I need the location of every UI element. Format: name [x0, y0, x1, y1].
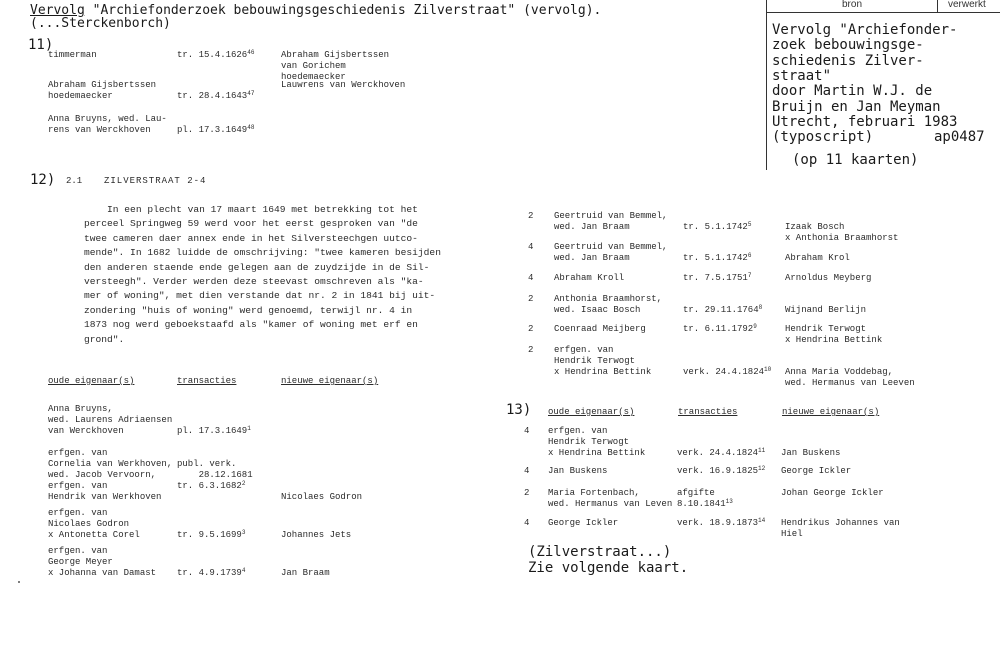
transaction: tr. 15.4.1626$^{46}$	[177, 49, 255, 60]
owner-old: erfgen. van Hendrik Terwogt x Hendrina Bettink	[554, 345, 652, 377]
transaction: tr. 6.11.1792$^9$	[683, 323, 757, 334]
house-number: 4	[524, 518, 530, 528]
transaction: publ. verk. 28.12.1681 tr. 6.3.1682$^2$	[177, 459, 253, 491]
title-prefix: Vervolg	[30, 3, 85, 18]
footnote-ref: 48	[247, 124, 255, 131]
transaction: verk. 24.4.1824$^{10}$	[683, 366, 772, 377]
footnote-ref: 5	[747, 221, 752, 228]
section-12-sub: 2.1	[66, 176, 83, 186]
owner-old: Maria Fortenbach, wed. Hermanus van Leven	[548, 488, 673, 509]
section-12-paragraph	[84, 203, 441, 347]
section-13-number: 13)	[506, 402, 532, 418]
owner-new: Wijnand Berlijn	[785, 305, 867, 315]
owner-new: Johannes Jets	[281, 530, 352, 540]
footnote-ref: 47	[247, 90, 255, 97]
transaction: tr. 5.1.1742$^6$	[683, 252, 752, 263]
paragraph-line: mende". In 1682 luidde de omschrijving: "twee kameren besijden	[84, 247, 441, 259]
owner-old: Coenraad Meijberg	[554, 324, 646, 334]
footnote-ref: 2	[241, 480, 246, 487]
footnote-ref: 6	[747, 252, 752, 259]
owner-old: Anna Bruyns, wed. Laurens Adriaensen van Werckhoven	[48, 404, 173, 436]
card-code: ap0487	[934, 129, 985, 145]
section-12-street: ZILVERSTRAAT 2-4	[104, 176, 207, 186]
transaction: tr. 4.9.1739$^4$	[177, 567, 246, 578]
card-line: (typoscript)	[772, 129, 874, 146]
owner-old: erfgen. van Hendrik Terwogt x Hendrina Bettink	[548, 426, 646, 458]
card-line: zoek bebouwingsge-	[772, 37, 924, 54]
house-number: 2	[528, 324, 534, 334]
owner-new: Hendrik Terwogt x Hendrina Bettink	[785, 324, 883, 345]
house-number: 2	[528, 294, 534, 304]
section-12-number: 12)	[30, 172, 56, 188]
card-line: door Martin W.J. de	[772, 83, 933, 100]
footnote-ref: 13	[725, 498, 733, 505]
verwerkt-label: verwerkt	[948, 0, 986, 10]
paragraph-line: 1873 nog werd geboekstaafd als "kamer of woning met erf en	[84, 319, 418, 331]
owner-new: Abraham Krol	[785, 253, 850, 263]
house-number: 2	[528, 345, 534, 355]
paragraph-line: grond".	[84, 333, 125, 345]
col-old-header-13: oude eigenaar(s)	[548, 407, 635, 417]
owner-old: erfgen. van Nicolaes Godron x Antonetta Corel	[48, 508, 140, 540]
transaction: pl. 17.3.1649$^1$	[177, 425, 251, 436]
transaction: verk. 16.9.1825$^{12}$	[677, 465, 766, 476]
transaction: tr. 29.11.1764$^8$	[683, 304, 763, 315]
paragraph-line: den anderen staende ende gelegen aan de zuydzijde in de Sil-	[84, 261, 430, 273]
owner-old: timmerman	[48, 50, 97, 60]
owner-new: Hendrikus Johannes van Hiel	[781, 518, 900, 539]
card-left-border	[766, 0, 767, 170]
transaction: pl. 17.3.1649$^{48}$	[177, 124, 255, 135]
col-new-header-12: nieuwe eigenaar(s)	[281, 376, 379, 386]
footnote-ref: 4	[241, 567, 246, 574]
card-header-line	[766, 12, 1000, 13]
col-old-header-12: oude eigenaar(s)	[48, 376, 135, 386]
card-divider	[937, 0, 938, 12]
owner-new: Johan George Ickler	[781, 488, 884, 498]
footer-next-card: Zie volgende kaart.	[528, 560, 689, 576]
document-subtitle: (...Sterckenborch)	[30, 16, 171, 31]
owner-old: Geertruid van Bemmel, wed. Jan Braam	[554, 211, 668, 232]
owner-new: Anna Maria Voddebag, wed. Hermanus van Leeven	[785, 367, 915, 388]
transaction: tr. 9.5.1699$^3$	[177, 529, 246, 540]
footnote-ref: 3	[241, 529, 246, 536]
owner-old: Abraham Gijsbertssen hoedemaecker	[48, 80, 157, 101]
owner-old: erfgen. van George Meyer x Johanna van Damast	[48, 546, 157, 578]
card-line: Vervolg "Archiefonder-	[772, 22, 958, 38]
footnote-ref: 8	[758, 304, 763, 311]
owner-new: Nicolaes Godron	[281, 492, 363, 502]
card-line: Bruijn en Jan Meyman	[772, 98, 941, 115]
card-line: schiedenis Zilver-	[772, 52, 924, 69]
card-line: Utrecht, februari 1983	[772, 113, 958, 130]
owner-new: George Ickler	[781, 466, 852, 476]
speck	[18, 581, 20, 583]
footnote-ref: 10	[764, 366, 772, 373]
transaction: tr. 7.5.1751$^7$	[683, 272, 752, 283]
bron-label: bron	[842, 0, 863, 10]
paragraph-line: versteegh". Verder werden deze steevast omschreven als "ka-	[84, 276, 424, 288]
owner-old: Anthonia Braamhorst, wed. Isaac Bosch	[554, 294, 663, 315]
paragraph-line: In een plecht van 17 maart 1649 met betrekking tot het	[84, 204, 418, 215]
footnote-ref: 12	[758, 465, 766, 472]
paragraph-line: perceel Springweg 59 werd voor het eerst gesproken van "de	[84, 218, 418, 230]
paragraph-line: mer of woning", met dien verstande dat nr. 2 in 1841 bij uit-	[84, 290, 436, 302]
owner-old: Anna Bruyns, wed. Lau- rens van Werckhoven	[48, 114, 167, 135]
owner-old: Geertruid van Bemmel, wed. Jan Braam	[554, 242, 668, 263]
owner-new: Izaak Bosch x Anthonia Braamhorst	[785, 222, 899, 243]
owner-new: Abraham Gijsbertssen van Gorichem hoedemaecker	[281, 50, 390, 82]
transaction: afgifte 8.10.1841$^{13}$	[677, 488, 733, 509]
footnote-ref: 1	[247, 425, 251, 432]
footnote-ref: 11	[758, 447, 766, 454]
card-count: (op 11 kaarten)	[792, 152, 919, 168]
house-number: 4	[528, 242, 534, 252]
house-number: 4	[524, 466, 530, 476]
owner-old: George Ickler	[548, 518, 619, 528]
house-number: 4	[528, 273, 534, 283]
house-number: 2	[524, 488, 530, 498]
footnote-ref: 7	[747, 272, 752, 279]
footer-continued: (Zilverstraat...)	[528, 544, 672, 560]
owner-new: Lauwrens van Werckhoven	[281, 80, 406, 90]
owner-old: Jan Buskens	[548, 466, 608, 476]
footnote-ref: 9	[753, 323, 757, 330]
owner-old: erfgen. van Cornelia van Werkhoven, wed. Jacob Vervoorn, erfgen. van Hendrik van Werkhoven	[48, 448, 173, 502]
paragraph-line: twee cameren daer annex ende in het Silversteechgen uutco-	[84, 232, 418, 244]
owner-old: Abraham Kroll	[554, 273, 625, 283]
owner-new: Jan Braam	[281, 568, 330, 578]
transaction: tr. 28.4.1643$^{47}$	[177, 90, 255, 101]
col-tr-header-13: transacties	[678, 407, 738, 417]
paragraph-line: zondering "huis of woning" werd genoemd, terwijl nr. 4 in	[84, 304, 413, 316]
transaction: tr. 5.1.1742$^5$	[683, 221, 752, 232]
owner-new: Jan Buskens	[781, 448, 841, 458]
house-number: 4	[524, 426, 530, 436]
transaction: verk. 24.4.1824$^{11}$	[677, 447, 766, 458]
card-line: straat"	[772, 67, 832, 84]
owner-new: Arnoldus Meyberg	[785, 273, 872, 283]
col-tr-header-12: transacties	[177, 376, 237, 386]
house-number: 2	[528, 211, 534, 221]
footnote-ref: 46	[247, 49, 255, 56]
section-11-number: 11)	[28, 37, 54, 53]
footnote-ref: 14	[758, 517, 766, 524]
title-rest: "Archiefonderzoek bebouwingsgeschiedenis Zilverstraat" (vervolg).	[84, 3, 602, 18]
col-new-header-13: nieuwe eigenaar(s)	[782, 407, 880, 417]
transaction: verk. 18.9.1873$^{14}$	[677, 517, 766, 528]
